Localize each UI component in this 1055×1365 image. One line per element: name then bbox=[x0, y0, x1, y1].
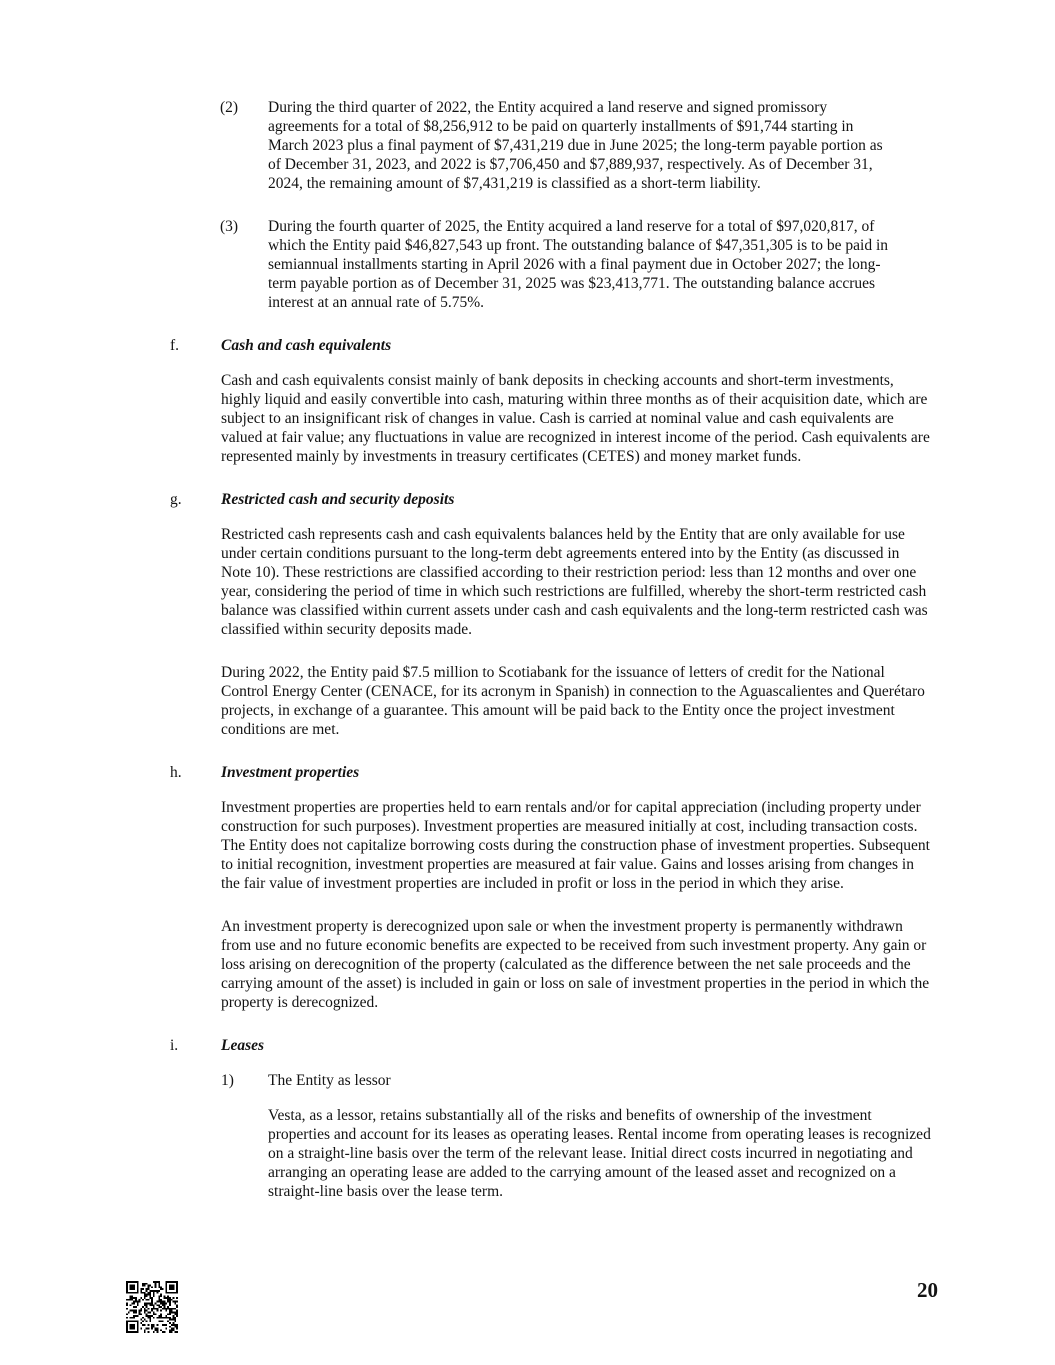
section-letter: f. bbox=[170, 337, 180, 354]
paragraph: Cash and cash equivalents consist mainly of bank deposits in checking accounts and short-term investments, highly liquid and easily convertible into cash, maturing within three months as of their acquisition date, which are subject to an insignificant risk of changes in value. Cash is carried at nominal value and cash equivalents are valued at fair value; any fluctuations in value are recognized in interest income of the period. Cash equivalents are represented mainly by investments in treasury certificates (CETES) and money market funds. bbox=[221, 372, 930, 465]
note-item-3 bbox=[220, 217, 896, 312]
section-leases bbox=[170, 1036, 936, 1201]
section-title: Cash and cash equivalents bbox=[221, 337, 392, 354]
section-heading bbox=[170, 763, 936, 782]
subsection-title: The Entity as lessor bbox=[268, 1072, 391, 1089]
paragraph: Vesta, as a lessor, retains substantially all of the risks and benefits of ownership of the investment properties and account for its leases as operating leases. Rental income from operating leases is recognized on a straight-line basis over the term of the relevant lease. Initial direct costs incurred in negotiating and arranging an operating lease are added to the carrying amount of the leased asset and recognized on a straight-line basis over the lease term. bbox=[268, 1107, 931, 1200]
subsection-marker: 1) bbox=[221, 1072, 234, 1089]
note-marker: (3) bbox=[220, 218, 239, 235]
numbered-notes bbox=[220, 98, 896, 312]
paragraph: Investment properties are properties held to earn rentals and/or for capital appreciation (including property under construction for such purposes). Investment properties are measured initially at cost, including transaction costs. The Entity does not capitalize borrowing costs during the construction phase of investment properties. Subsequent to initial recognition, investment properties are measured at fair value. Gains and losses arising from changes in the fair value of investment properties are included in profit or loss in the period in which they arise. bbox=[221, 799, 930, 892]
document-content bbox=[0, 98, 1055, 1225]
page-number: 20 bbox=[917, 1278, 938, 1302]
paragraph: During 2022, the Entity paid $7.5 million to Scotiabank for the issuance of letters of credit for the National Control Energy Center (CENACE, for its acronym in Spanish) in connection to the Aguascalientes and Querétaro projects, in exchange of a guarantee. This amount will be paid back to the Entity once the project investment conditions are met. bbox=[221, 664, 925, 738]
section-title: Restricted cash and security deposits bbox=[221, 491, 455, 508]
section-investment-properties bbox=[170, 763, 936, 1012]
section-letter: g. bbox=[170, 491, 182, 508]
section-title: Leases bbox=[221, 1037, 265, 1054]
note-item-2 bbox=[220, 98, 896, 193]
section-title: Investment properties bbox=[221, 764, 360, 781]
subsection-heading-entity-as-lessor bbox=[221, 1071, 936, 1090]
section-restricted-cash bbox=[170, 490, 936, 739]
paragraph: An investment property is derecognized upon sale or when the investment property is permanently withdrawn from use and no future economic benefits are expected to be received from such investment property. Any gain or loss arising on derecognition of the property (calculated as the difference between the net sale proceeds and the carrying amount of the asset) is included in gain or loss on sale of investment properties in the period in which the property is derecognized. bbox=[221, 918, 930, 1011]
section-heading bbox=[170, 1036, 936, 1055]
section-heading bbox=[170, 490, 936, 509]
qr-code-image bbox=[126, 1281, 178, 1333]
section-letter: h. bbox=[170, 764, 182, 781]
section-letter: i. bbox=[170, 1037, 179, 1054]
paragraph: Restricted cash represents cash and cash equivalents balances held by the Entity that are only available for use under certain conditions pursuant to the long-term debt agreements entered into by the Entity (as discussed in Note 10). These restrictions are classified according to their restriction period: less than 12 months and over one year, considering the period of time in which such restrictions are fulfilled, whereby the short-term restricted cash balance was classified within current assets under cash and cash equivalents and the long-term restricted cash was classified within security deposits made. bbox=[221, 526, 928, 638]
note-text: During the third quarter of 2022, the Entity acquired a land reserve and signed promissory agreements for a total of $8,256,912 to be paid on quarterly installments of $91,744 starting in March 2023 plus a final payment of $7,431,219 due in June 2025; the long-term payable portion as of December 31, 2023, and 2022 is $7,706,450 and $7,889,937, respectively. As of December 31, 2024, the remaining amount of $7,431,219 is classified as a short-term liability. bbox=[268, 99, 883, 192]
note-marker: (2) bbox=[220, 99, 239, 116]
section-cash-and-cash-equivalents bbox=[170, 336, 936, 466]
note-text: During the fourth quarter of 2025, the Entity acquired a land reserve for a total of $97,020,817, of which the Entity paid $46,827,543 up front. The outstanding balance of $47,351,305 is to be paid in semiannual installments starting in April 2026 with a final payment due in October 2027; the long-term payable portion as of December 31, 2025 was $23,413,771. The outstanding balance accrues interest at an annual rate of 5.75%. bbox=[268, 218, 889, 311]
section-heading bbox=[170, 336, 936, 355]
